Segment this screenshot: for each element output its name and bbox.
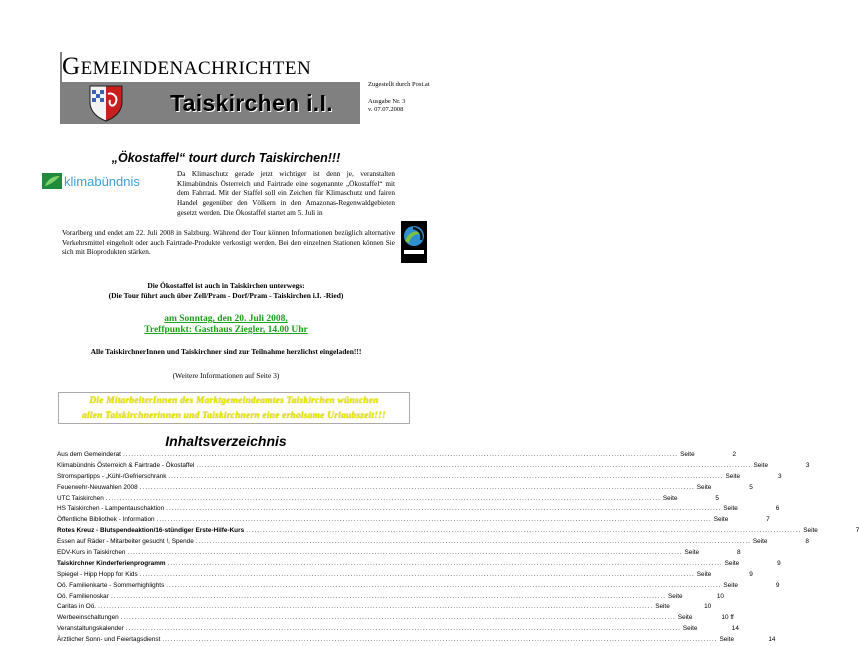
town-name: Taiskirchen i.I. [170, 90, 333, 116]
toc-entry [57, 613, 734, 624]
toc-page-word: Seite [682, 625, 698, 633]
toc-entry [57, 624, 739, 635]
toc-page-number: 8 [805, 538, 809, 546]
toc-page-number: 5 [715, 494, 719, 502]
toc-page-number: 2 [732, 451, 737, 458]
logo-text: klimabündnis [64, 174, 140, 189]
toc-page-number: 8 [736, 549, 741, 557]
toc-dot-leader: ........................................................................................................................................................................................................ [122, 451, 679, 458]
toc-page-number: 14 [768, 636, 776, 644]
tour-route: (Die Tour führt auch über Zell/Pram - Dorf/Pram - Taiskirchen i.I. -Ried) [108, 291, 344, 300]
toc-entry-title: Öffentliche Bibliothek - Information [57, 516, 155, 524]
klimabuendnis-logo [42, 172, 174, 190]
toc-dot-leader: ........................................................................................................................................................................................................ [98, 603, 654, 611]
toc-entry-title: Stromspartipps - „Kühl-/Gefrierschrank [57, 472, 167, 480]
toc-page-word: Seite [696, 570, 712, 578]
toc-entry [57, 570, 753, 581]
toc-entry-title: Aus dem Gemeinderat [57, 451, 121, 458]
toc-entry [57, 450, 737, 461]
toc-entry-title: Werbeeinschaltungen [57, 614, 119, 622]
toc-entry-title: UTC Taiskirchen [57, 494, 104, 502]
toc-entry-title: Veranstaltungskalender [57, 625, 124, 633]
toc-entry-title: Klimabündnis Österreich & Fairtrade - Ökostaffel [57, 461, 195, 469]
toc-entry-title: Oö. Familienkarte - Sommerhighlights [57, 581, 165, 589]
toc-entry [57, 592, 724, 603]
toc-page-word: Seite [662, 494, 678, 502]
event-date: am Sonntag, den 20. Juli 2008, [164, 314, 288, 324]
toc-page-word: Seite [713, 516, 729, 524]
toc-entry [57, 635, 776, 646]
toc-dot-leader: ........................................................................................................................................................................................................ [139, 570, 695, 578]
toc-page-number: 7 [766, 516, 770, 524]
toc-page-number: 5 [749, 483, 753, 491]
toc-dot-leader: ........................................................................................................................................................................................................ [166, 505, 722, 513]
toc-page-number: 10 [716, 592, 724, 600]
toc-entry-title: Oö. Familienoskar [57, 592, 109, 600]
toc-entry [57, 526, 859, 537]
toc-page-number: 10 [704, 603, 712, 611]
toc-entry [57, 504, 780, 515]
toc-dot-leader: ........................................................................................................................................................................................................ [168, 472, 724, 480]
meeting-point: Treffpunkt: Gasthaus Ziegler, 14.00 Uhr [144, 325, 308, 335]
toc-page-word: Seite [803, 527, 818, 535]
toc-entry-title: Essen auf Räder - Mitarbeiter gesucht !, Spende [57, 538, 194, 546]
coat-of-arms-icon [86, 84, 126, 122]
toc-page-word: Seite [684, 549, 700, 557]
wishes-line-2: allen Taiskirchnerinnen und Taiskirchnern eine erholsame Urlaubszeit!!! [82, 411, 386, 421]
toc-entry-title: Rotes Kreuz - Blutspendeaktion/16-stündiger Erste-Hilfe-Kurs [57, 527, 245, 535]
toc-page-number: 14 [731, 625, 739, 633]
toc-page-number: 3 [777, 472, 782, 480]
toc-page-word: Seite [724, 559, 740, 567]
toc-page-number: 6 [775, 505, 780, 513]
invitation-text: Alle TaiskirchnerInnen und Taiskirchner sind zur Teilnahme herzlichst eingeladen!!! [90, 347, 362, 356]
toc-dot-leader: ........................................................................................................................................................................................................ [110, 592, 666, 600]
toc-dot-leader: ........................................................................................................................................................................................................ [166, 581, 722, 589]
tour-heading: Die Ökostaffel ist auch in Taiskirchen unterwegs: [147, 281, 305, 290]
toc-page-word: Seite [696, 483, 712, 491]
toc-page-number: 9 [775, 581, 780, 589]
toc-page-word: Seite [725, 472, 741, 480]
holiday-wishes-box [58, 392, 410, 424]
toc-dot-leader: ........................................................................................................................................................................................................ [196, 461, 752, 469]
toc-page-word: Seite [723, 505, 738, 513]
toc-entry-title: Spiegel - Hipp Hopp for Kids [57, 570, 138, 578]
issue-number: Ausgabe Nr. 3 [368, 98, 406, 105]
article-paragraph-2: Vorarlberg und endet am 22. Juli 2008 in Salzburg. Während der Tour können Informationen bezüglich alternative Verkehrsmittel eingeholt oder auch Fairtrade-Produkte verkostigt werden. Bei den einzelnen Stationen können Sie sich mit Bioprodukten stärken. [62, 229, 395, 257]
toc-entry-title: Feuerwehr-Neuwahlen 2008 [57, 483, 138, 491]
toc-page-word: Seite [655, 603, 670, 611]
table-of-contents [57, 450, 859, 646]
toc-dot-leader: ........................................................................................................................................................................................................ [167, 559, 723, 567]
wishes-line-1: Die MitarbeiterInnen des Marktgemeindeamtes Taiskirchen wünschen [89, 396, 379, 406]
toc-entry [57, 494, 719, 505]
title-initial: G [62, 53, 81, 80]
toc-entry-title: Ärztlicher Sonn- und Feiertagsdienst [57, 636, 161, 644]
toc-entry [57, 548, 741, 559]
toc-dot-leader: ........................................................................................................................................................................................................ [120, 614, 676, 622]
toc-dot-leader: ........................................................................................................................................................................................................ [195, 538, 751, 546]
article-headline: „Ökostaffel“ tourt durch Taiskirchen!!! [111, 151, 341, 165]
fairtrade-logo [401, 221, 427, 263]
toc-entry [57, 483, 753, 494]
toc-entry [57, 472, 782, 483]
toc-page-word: Seite [752, 538, 768, 546]
toc-dot-leader: ........................................................................................................................................................................................................ [156, 516, 712, 524]
toc-dot-leader: ........................................................................................................................................................................................................ [105, 494, 661, 502]
toc-dot-leader: ........................................................................................................................................................................................................ [125, 625, 681, 633]
toc-page-word: Seite [719, 636, 735, 644]
toc-entry [57, 602, 712, 613]
title-rest: EMEINDENACHRICHTEN [80, 58, 312, 79]
toc-page-number: 9 [749, 570, 753, 578]
issue-info [368, 98, 405, 114]
toc-dot-leader: ........................................................................................................................................................................................................ [127, 549, 683, 557]
toc-page-word: Seite [677, 614, 693, 622]
toc-page-number: 10 ff [721, 614, 734, 622]
toc-page-word: Seite [753, 461, 769, 469]
toc-entry [57, 461, 810, 472]
toc-entry [57, 581, 780, 592]
newsletter-title [62, 52, 362, 82]
toc-title: Inhaltsverzeichnis [165, 433, 287, 449]
toc-dot-leader: ........................................................................................................................................................................................................ [139, 483, 695, 491]
toc-entry [57, 515, 770, 526]
toc-entry [57, 537, 809, 548]
toc-page-number: 3 [805, 461, 810, 469]
toc-entry-title: Caritas in Oö. [57, 603, 97, 611]
toc-entry-title: HS Taiskirchen - Lampentauschaktion [57, 505, 165, 513]
toc-dot-leader: ........................................................................................................................................................................................................ [162, 636, 718, 644]
toc-entry-title: Taiskirchner Kinderferienprogramm [57, 559, 166, 567]
toc-entry [57, 559, 781, 570]
toc-page-word: Seite [680, 451, 695, 458]
toc-page-number: 7 [855, 527, 859, 535]
more-info-note: (Weitere Informationen auf Seite 3) [172, 371, 280, 380]
toc-page-word: Seite [667, 592, 683, 600]
toc-dot-leader: ........................................................................................................................................................................................................ [246, 527, 802, 535]
toc-page-word: Seite [723, 581, 738, 589]
toc-entry-title: EDV-Kurs in Taiskirchen [57, 549, 126, 557]
toc-page-number: 9 [777, 559, 781, 567]
postal-note: Zugestellt durch Post.at [368, 81, 430, 88]
issue-date: v. 07.07.2008 [368, 106, 404, 113]
article-paragraph-1: Da Klimaschutz gerade jetzt wichtiger ist denn je, veranstalten Klimabündnis Österreich und Fairtrade eine sogenannte „Ökostaffel“ mit dem Fahrrad. Mit der Staffel soll ein Zeichen für Klimaschutz und fairen Handel gegenüber den Völkern in den Amazonas-Regenwaldgebieten gesetzt werden. Die Ökostaffel startet am 5. Juli in [177, 170, 395, 217]
